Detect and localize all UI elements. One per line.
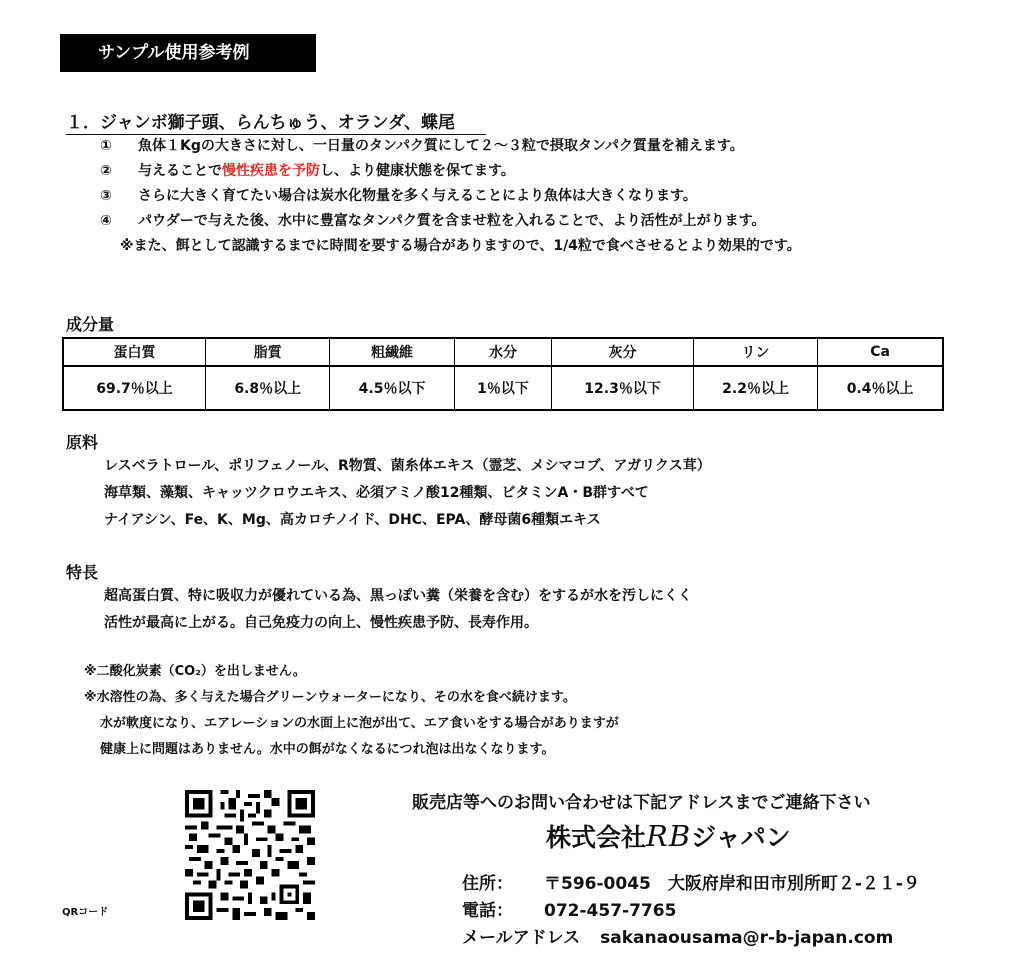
- header-protein: 蛋白質: [63, 338, 206, 366]
- item-text-highlight: 慢性疾患を予防: [222, 163, 320, 179]
- item-text: さらに大きく育てたい場合は炭水化物量を多く与えることにより魚体は大きくなります。: [138, 188, 697, 204]
- ingredients-title: 原料: [66, 433, 99, 452]
- contact-headline: 販売店等へのお問い合わせは下記アドレスまでご連絡下さい: [412, 793, 871, 813]
- address-label: 住所：: [462, 874, 513, 894]
- email-value[interactable]: sakanaousama@r-b-japan.com: [600, 928, 894, 948]
- company-prefix: 株式会社: [546, 823, 647, 852]
- phone-label: 電話：: [462, 901, 513, 921]
- features-line-2: 活性が最高に上がる。自己免疫力の向上、慢性疾患予防、長寿作用。: [104, 615, 538, 631]
- composition-title: 成分量: [66, 315, 115, 334]
- header-phosphorus: リン: [693, 338, 817, 366]
- value-moisture: 1％以下: [454, 366, 552, 410]
- item-number: ②: [100, 163, 112, 179]
- ingredients-line-1: レスベラトロール、ポリフェノール、R物質、菌糸体エキス（霊芝、メシマコブ、アガリクス茸）: [104, 458, 711, 474]
- company-name: [546, 818, 791, 854]
- table-row: [63, 366, 943, 410]
- item-text: パウダーで与えた後、水中に豊富なタンパク質を含ませ粒を入れることで、より活性が上がります。: [138, 213, 766, 229]
- address-value: 〒596-0045 大阪府岸和田市別所町２-２１-９: [544, 874, 920, 894]
- item-number: ④: [100, 213, 112, 229]
- item-text-post: し、より健康状態を保てます。: [320, 163, 515, 179]
- phone-value[interactable]: 072-457-7765: [544, 901, 677, 921]
- company-suffix: ジャパン: [691, 823, 791, 852]
- item-number: ③: [100, 188, 112, 204]
- value-calcium: 0.4％以上: [818, 366, 943, 410]
- email-row: [462, 923, 893, 953]
- company-logo: RB: [646, 819, 692, 853]
- qr-code-image: [183, 790, 317, 920]
- usage-item-2: [100, 159, 515, 183]
- usage-item-1: [100, 134, 744, 158]
- water-note-3: 健康上に問題はありません。水中の餌がなくなるにつれ泡は出なくなります。: [100, 742, 555, 757]
- item-text-pre: 与えることで: [138, 163, 222, 179]
- ingredients-line-3: ナイアシン、Fe、K、Mg、高カロチノイド、DHC、EPA、酵母菌6種類エキス: [104, 512, 601, 528]
- header-calcium: Ca: [818, 338, 943, 366]
- header-moisture: 水分: [454, 338, 552, 366]
- section-title-breeds: １．ジャンボ獅子頭、らんちゅう、オランダ、蝶尾: [66, 108, 486, 135]
- header-ash: 灰分: [552, 338, 694, 366]
- qr-code[interactable]: [183, 790, 317, 920]
- item-number: ①: [100, 138, 112, 154]
- address-row: [462, 869, 920, 899]
- water-note-2: 水が軟度になり、エアレーションの水面上に泡が出て、エア食いをする場合がありますが: [100, 716, 619, 731]
- usage-item-4: [100, 209, 765, 233]
- table-header-row: [63, 338, 943, 366]
- header-fat: 脂質: [206, 338, 330, 366]
- page-banner: サンプル使用参考例: [60, 34, 316, 72]
- features-title: 特長: [66, 563, 99, 582]
- value-ash: 12.3％以下: [552, 366, 694, 410]
- header-fiber: 粗繊維: [330, 338, 454, 366]
- phone-row: [462, 896, 676, 926]
- composition-table: [62, 337, 944, 411]
- water-note-1: ※水溶性の為、多く与えた場合グリーンウォーターになり、その水を食べ続けます。: [84, 690, 576, 705]
- value-phosphorus: 2.2％以上: [693, 366, 817, 410]
- ingredients-line-2: 海草類、藻類、キャッツクロウエキス、必須アミノ酸12種類、ビタミンA・B群すべて: [104, 485, 649, 501]
- co2-note: ※二酸化炭素（CO₂）を出しません。: [84, 664, 306, 679]
- usage-note: ※また、餌として認識するまでに時間を要する場合がありますので、1/4粒で食べさせるとより効果的です。: [120, 238, 801, 254]
- value-fiber: 4.5％以下: [330, 366, 454, 410]
- value-fat: 6.8％以上: [206, 366, 330, 410]
- item-text: 魚体１Kgの大きさに対し、一日量のタンパク質にして２～３粒で摂取タンパク質量を補えます。: [138, 138, 744, 154]
- usage-item-3: [100, 184, 697, 208]
- value-protein: 69.7％以上: [63, 366, 206, 410]
- email-label: メールアドレス: [462, 928, 581, 948]
- features-line-1: 超高蛋白質、特に吸収力が優れている為、黒っぽい糞（栄養を含む）をするが水を汚しにくく: [104, 588, 692, 604]
- qr-code-label: QRコード: [62, 907, 109, 918]
